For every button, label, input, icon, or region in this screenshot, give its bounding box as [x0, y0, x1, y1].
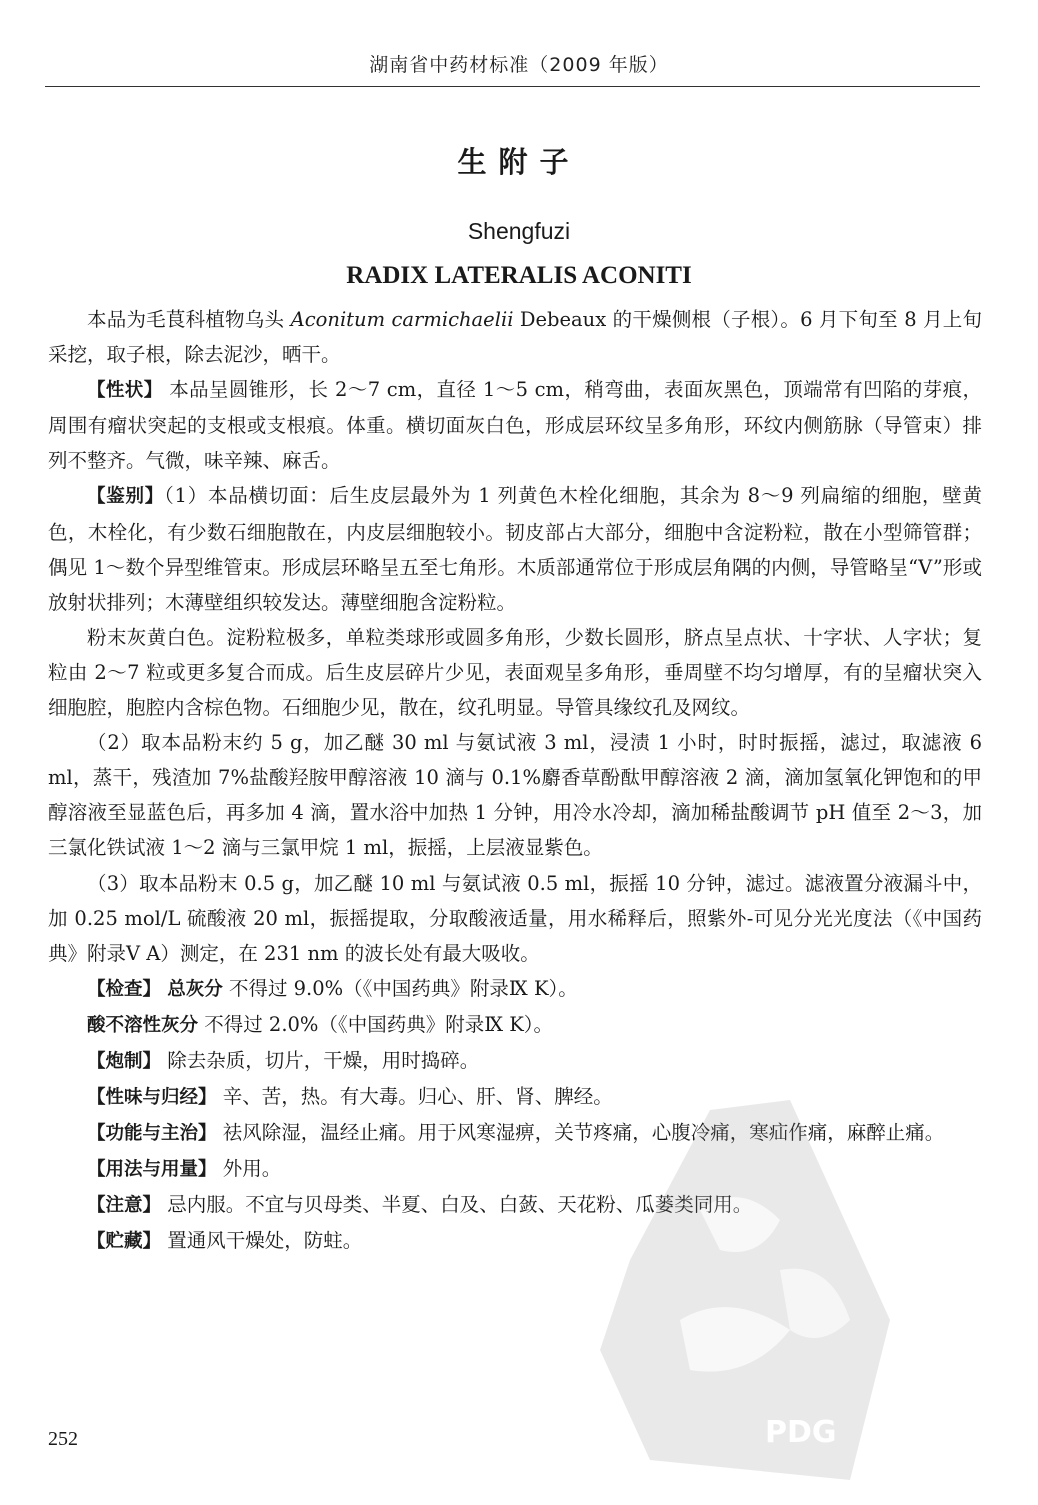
running-header: 湖南省中药材标准（2009 年版）	[369, 54, 669, 76]
page-number: 252	[48, 1428, 78, 1450]
section-paozhi: 【炮制】 除去杂质，切片，干燥，用时捣碎。	[87, 1048, 480, 1072]
species-name: Aconitum carmichaelii	[290, 308, 514, 331]
section-tag: 【性状】	[87, 380, 163, 402]
section-jiancha: 【检查】 总灰分 不得过 9.0%（《中国药典》附录Ⅸ K）。	[87, 976, 578, 1000]
section-jianbie: 【鉴别】（1）本品横切面：后生皮层最外为 1 列黄色木栓化细胞，其余为 8～9 列扁缩的细胞，壁黄色，木栓化，有少数石细胞散在，内皮层细胞较小。韧皮部占大部分，细胞中含淀粉粒，散在小型筛管群；偶见 1～数个异型维管束。形成层环略呈五至七角形。木质部通常位于形成层角隅的内侧，导管略呈“V”形或放射状排列；木薄壁组织较发达。薄壁细胞含淀粉粒。	[48, 484, 982, 614]
jianbie-test-3: （3）取本品粉末 0.5 g，加乙醚 10 ml 与氨试液 0.5 ml，振摇 10 分钟，滤过。滤液置分液漏斗中，加 0.25 mol/L 硫酸液 20 ml，振摇提取，分取酸液适量，用水稀释后，照紫外-可见分光光度法（《中国药典》附录Ⅴ A）测定，在 231 nm 的波长处有最大吸收。	[48, 871, 982, 965]
jianbie-test-2: （2）取本品粉末约 5 g，加乙醚 30 ml 与氨试液 3 ml，浸渍 1 小时，时时振摇，滤过，取滤液 6 ml，蒸干，残渣加 7%盐酸羟胺甲醇溶液 10 滴与 0.1%麝香草酚酞甲醇溶液 2 滴，滴加氢氧化钾饱和的甲醇溶液至显蓝色后，再多加 4 滴，置水浴中加热 1 分钟，用冷水冷却，滴加稀盐酸调节 pH 值至 2～3，加三氯化铁试液 1～2 滴与三氯甲烷 1 ml，振摇，上层液显紫色。	[48, 731, 982, 860]
jianbie-powder-paragraph: 粉末灰黄白色。淀粉粒极多，单粒类球形或圆多角形，少数长圆形，脐点呈点状、十字状、人字状；复粒由 2～7 粒或更多复合而成。后生皮层碎片少见，表面观呈多角形，垂周壁不均匀增厚，有的呈瘤状突入细胞腔，胞腔内含棕色物。石细胞少见，散在，纹孔明显。导管具缘纹孔及网纹。	[48, 625, 982, 720]
latin-name: RADIX LATERALIS ACONITI	[346, 262, 692, 289]
section-xingwei: 【性味与归经】 辛、苦，热。有大毒。归心、肝、肾、脾经。	[87, 1085, 613, 1109]
section-tag: 【注意】	[87, 1195, 162, 1217]
section-tag: 【用法与用量】	[87, 1159, 217, 1181]
watermark-label: PDG	[765, 1415, 837, 1450]
section-tag: 【鉴别】	[87, 486, 165, 508]
page-title: 生附子	[457, 145, 581, 179]
section-tag: 【功能与主治】	[87, 1123, 217, 1145]
section-tag: 【检查】	[87, 978, 162, 1000]
sub-heading: 酸不溶性灰分	[87, 1014, 199, 1036]
pinyin-name: Shengfuzi	[467, 218, 571, 244]
section-zhuyi: 【注意】 忌内服。不宜与贝母类、半夏、白及、白蔹、天花粉、瓜蒌类同用。	[87, 1193, 753, 1217]
monograph-body	[48, 302, 982, 1260]
intro-paragraph: 本品为毛茛科植物乌头 Aconitum carmichaelii Debeaux 的干燥侧根（子根）。6 月下旬至 8 月上旬采挖，取子根，除去泥沙，晒干。	[48, 308, 983, 367]
header-rule	[45, 86, 980, 87]
section-zhucang: 【贮藏】 置通风干燥处，防蛀。	[87, 1229, 363, 1253]
section-tag: 【贮藏】	[87, 1231, 162, 1253]
sub-heading: 总灰分	[167, 978, 223, 1000]
section-tag: 【性味与归经】	[87, 1087, 217, 1109]
jiancha-acid-insoluble-ash: 酸不溶性灰分 不得过 2.0%（《中国药典》附录Ⅸ K）。	[87, 1012, 554, 1036]
section-gongneng: 【功能与主治】 祛风除湿，温经止痛。用于风寒湿痹，关节疼痛，心腹冷痛，寒疝作痛，麻醉止痛。	[87, 1121, 945, 1145]
section-tag: 【炮制】	[87, 1050, 162, 1072]
section-xingzhuang: 【性状】 本品呈圆锥形，长 2～7 cm，直径 1～5 cm，稍弯曲，表面灰黑色，顶端常有凹陷的芽痕，周围有瘤状突起的支根或支根痕。体重。横切面灰白色，形成层环纹呈多角形，环纹内侧筋脉（导管束）排列不整齐。气微，味辛辣、麻舌。	[48, 378, 982, 473]
section-yongfa: 【用法与用量】 外用。	[87, 1157, 282, 1181]
